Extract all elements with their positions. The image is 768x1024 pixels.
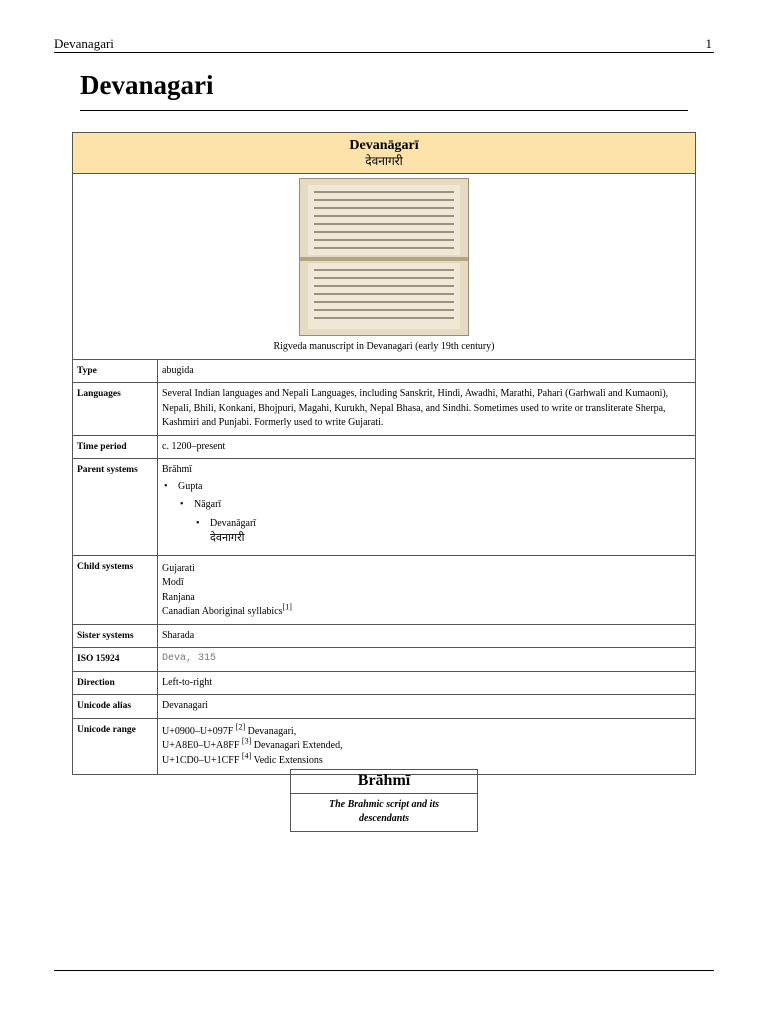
label-iso: ISO 15924	[73, 648, 158, 672]
child-canadian-syllabics-text[interactable]: Canadian Aboriginal syllabics	[162, 606, 283, 617]
value-unicode-range	[158, 718, 696, 775]
infobox-native-name: देवनागरी	[365, 154, 403, 168]
label-time-period: Time period	[73, 435, 158, 459]
label-unicode-range: Unicode range	[73, 718, 158, 775]
brahmi-navbox	[290, 769, 478, 832]
page-title: Devanagari	[80, 70, 214, 100]
parent-devanagari-native: देवनागरी	[210, 532, 245, 544]
unicode-range-code: U+0900–U+097F	[162, 725, 234, 737]
footer-divider	[54, 970, 714, 971]
manuscript-folio-lower	[308, 263, 460, 329]
child-ranjana[interactable]: Ranjana	[162, 591, 195, 603]
unicode-range-row	[162, 751, 691, 769]
child-canadian-syllabics	[162, 602, 691, 620]
row-parent-systems	[73, 459, 696, 556]
row-unicode-alias	[73, 695, 696, 719]
row-languages	[73, 383, 696, 436]
label-unicode-alias: Unicode alias	[73, 695, 158, 719]
row-child-systems	[73, 555, 696, 624]
unicode-block-name[interactable]: Devanagari,	[247, 725, 297, 737]
row-iso	[73, 648, 696, 672]
parent-root[interactable]: Brāhmī	[162, 464, 192, 475]
brahmi-title[interactable]: Brāhmī	[291, 770, 477, 794]
row-time-period	[73, 435, 696, 459]
unicode-block-name[interactable]: Vedic Extensions	[253, 754, 323, 766]
label-languages: Languages	[73, 383, 158, 436]
child-gujarati[interactable]: Gujarati	[162, 562, 195, 574]
parent-level-1	[162, 480, 691, 547]
unicode-block-name[interactable]: Devanagari Extended,	[253, 740, 343, 751]
infobox	[72, 132, 696, 775]
parent-devanagari: Devanāgarī	[210, 517, 257, 529]
value-languages: Several Indian languages and Nepali Languages, including Sanskrit, Hindi, Awadhi, Marathi, Pahari (Garhwali and Kumaoni), Nepali, Bhili, Konkani, Bhojpuri, Magahi, Kurukh, Nepal Bhasa, and Sindhi. Sometimes used to write or transliterate Sherpa, Kashmiri and Punjabi. Formerly used to write Gujarati.	[158, 383, 696, 436]
reference-4[interactable]: [4]	[241, 751, 252, 761]
manuscript-image[interactable]	[299, 178, 469, 336]
row-type	[73, 359, 696, 383]
value-iso: Deva, 315	[158, 648, 696, 672]
value-child-systems	[158, 555, 696, 624]
parent-tree	[162, 480, 691, 547]
label-direction: Direction	[73, 671, 158, 695]
value-type[interactable]: abugida	[158, 359, 696, 383]
infobox-header	[73, 133, 696, 174]
child-modi[interactable]: Modī	[162, 577, 184, 588]
infobox-script-name: Devanāgarī	[349, 138, 419, 153]
value-sister-systems[interactable]: Sharada	[158, 624, 696, 648]
value-unicode-alias: Devanagari	[158, 695, 696, 719]
value-time-period: c. 1200–present	[158, 435, 696, 459]
infobox-image-cell	[73, 174, 696, 360]
image-caption: Rigveda manuscript in Devanagari (early 19th century)	[273, 341, 495, 352]
parent-level-2	[178, 498, 691, 547]
value-parent-systems	[158, 459, 696, 556]
label-sister-systems: Sister systems	[73, 624, 158, 648]
manuscript-folio-upper	[308, 185, 460, 255]
parent-nagari[interactable]: Nāgarī	[194, 499, 222, 510]
row-unicode-range	[73, 718, 696, 775]
row-sister-systems	[73, 624, 696, 648]
label-parent-systems: Parent systems	[73, 459, 158, 556]
value-direction: Left-to-right	[158, 671, 696, 695]
reference-3[interactable]: [3]	[241, 736, 252, 746]
parent-level-3	[194, 517, 691, 547]
reference-1[interactable]: [1]	[282, 602, 292, 612]
row-direction	[73, 671, 696, 695]
unicode-range-code: U+1CD0–U+1CFF	[162, 754, 240, 766]
parent-gupta[interactable]: Gupta	[178, 480, 203, 492]
page-number: 1	[705, 36, 712, 51]
label-type: Type	[73, 359, 158, 383]
reference-2[interactable]: [2]	[235, 722, 246, 732]
running-header	[54, 36, 714, 53]
label-child-systems: Child systems	[73, 555, 158, 624]
brahmi-subtitle: The Brahmic script and its descendants	[328, 799, 439, 824]
running-title: Devanagari	[54, 36, 114, 51]
unicode-range-code: U+A8E0–U+A8FF	[162, 740, 240, 751]
title-divider	[80, 110, 688, 111]
